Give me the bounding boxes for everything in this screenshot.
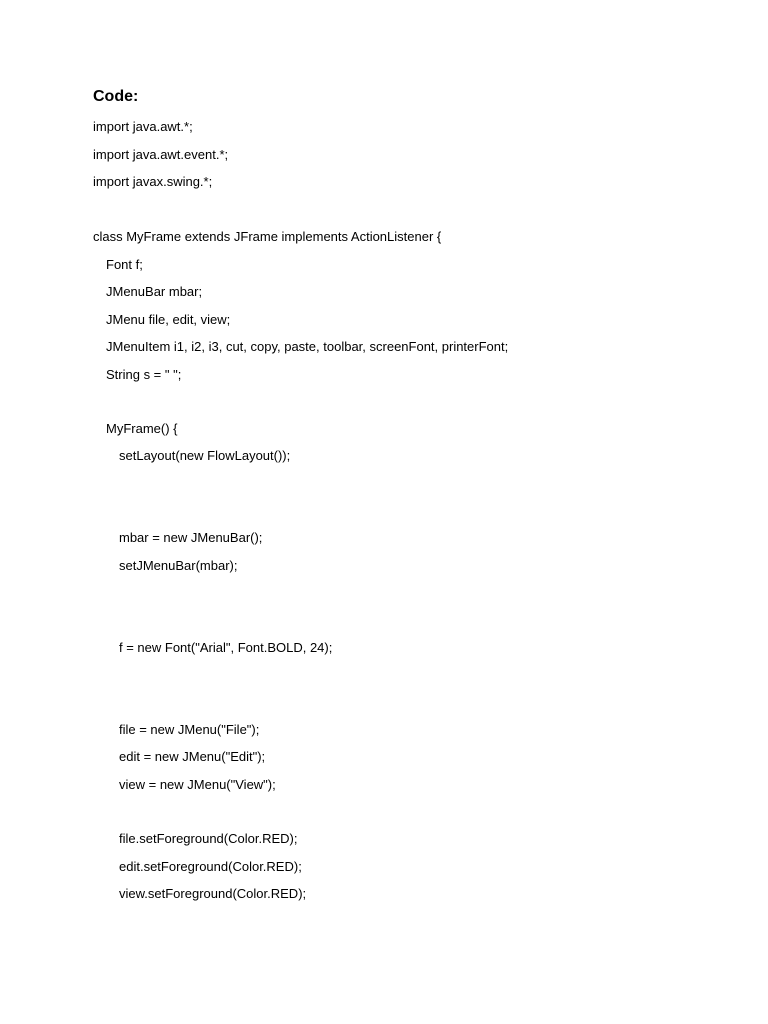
code-line: file.setForeground(Color.RED); — [119, 831, 298, 846]
section-heading: Code: — [93, 88, 139, 105]
code-line: f = new Font("Arial", Font.BOLD, 24); — [119, 640, 333, 655]
code-line: String s = " "; — [106, 367, 182, 382]
code-line: MyFrame() { — [106, 421, 178, 436]
code-line: import java.awt.event.*; — [93, 147, 229, 162]
code-line: mbar = new JMenuBar(); — [119, 530, 263, 545]
code-line: Font f; — [106, 257, 143, 272]
code-line: file = new JMenu("File"); — [119, 722, 260, 737]
code-line: class MyFrame extends JFrame implements ActionListener { — [93, 229, 442, 244]
code-line: view.setForeground(Color.RED); — [119, 886, 307, 901]
code-line: JMenu file, edit, view; — [106, 312, 231, 327]
code-line: edit.setForeground(Color.RED); — [119, 859, 302, 874]
code-line: setJMenuBar(mbar); — [119, 558, 238, 573]
code-line: JMenuBar mbar; — [106, 284, 203, 299]
code-line: import javax.swing.*; — [93, 174, 213, 189]
code-line: import java.awt.*; — [93, 119, 193, 134]
code-line: edit = new JMenu("Edit"); — [119, 749, 266, 764]
code-line: setLayout(new FlowLayout()); — [119, 448, 291, 463]
code-line: JMenuItem i1, i2, i3, cut, copy, paste, toolbar, screenFont, printerFont; — [106, 339, 509, 354]
code-line: view = new JMenu("View"); — [119, 777, 276, 792]
